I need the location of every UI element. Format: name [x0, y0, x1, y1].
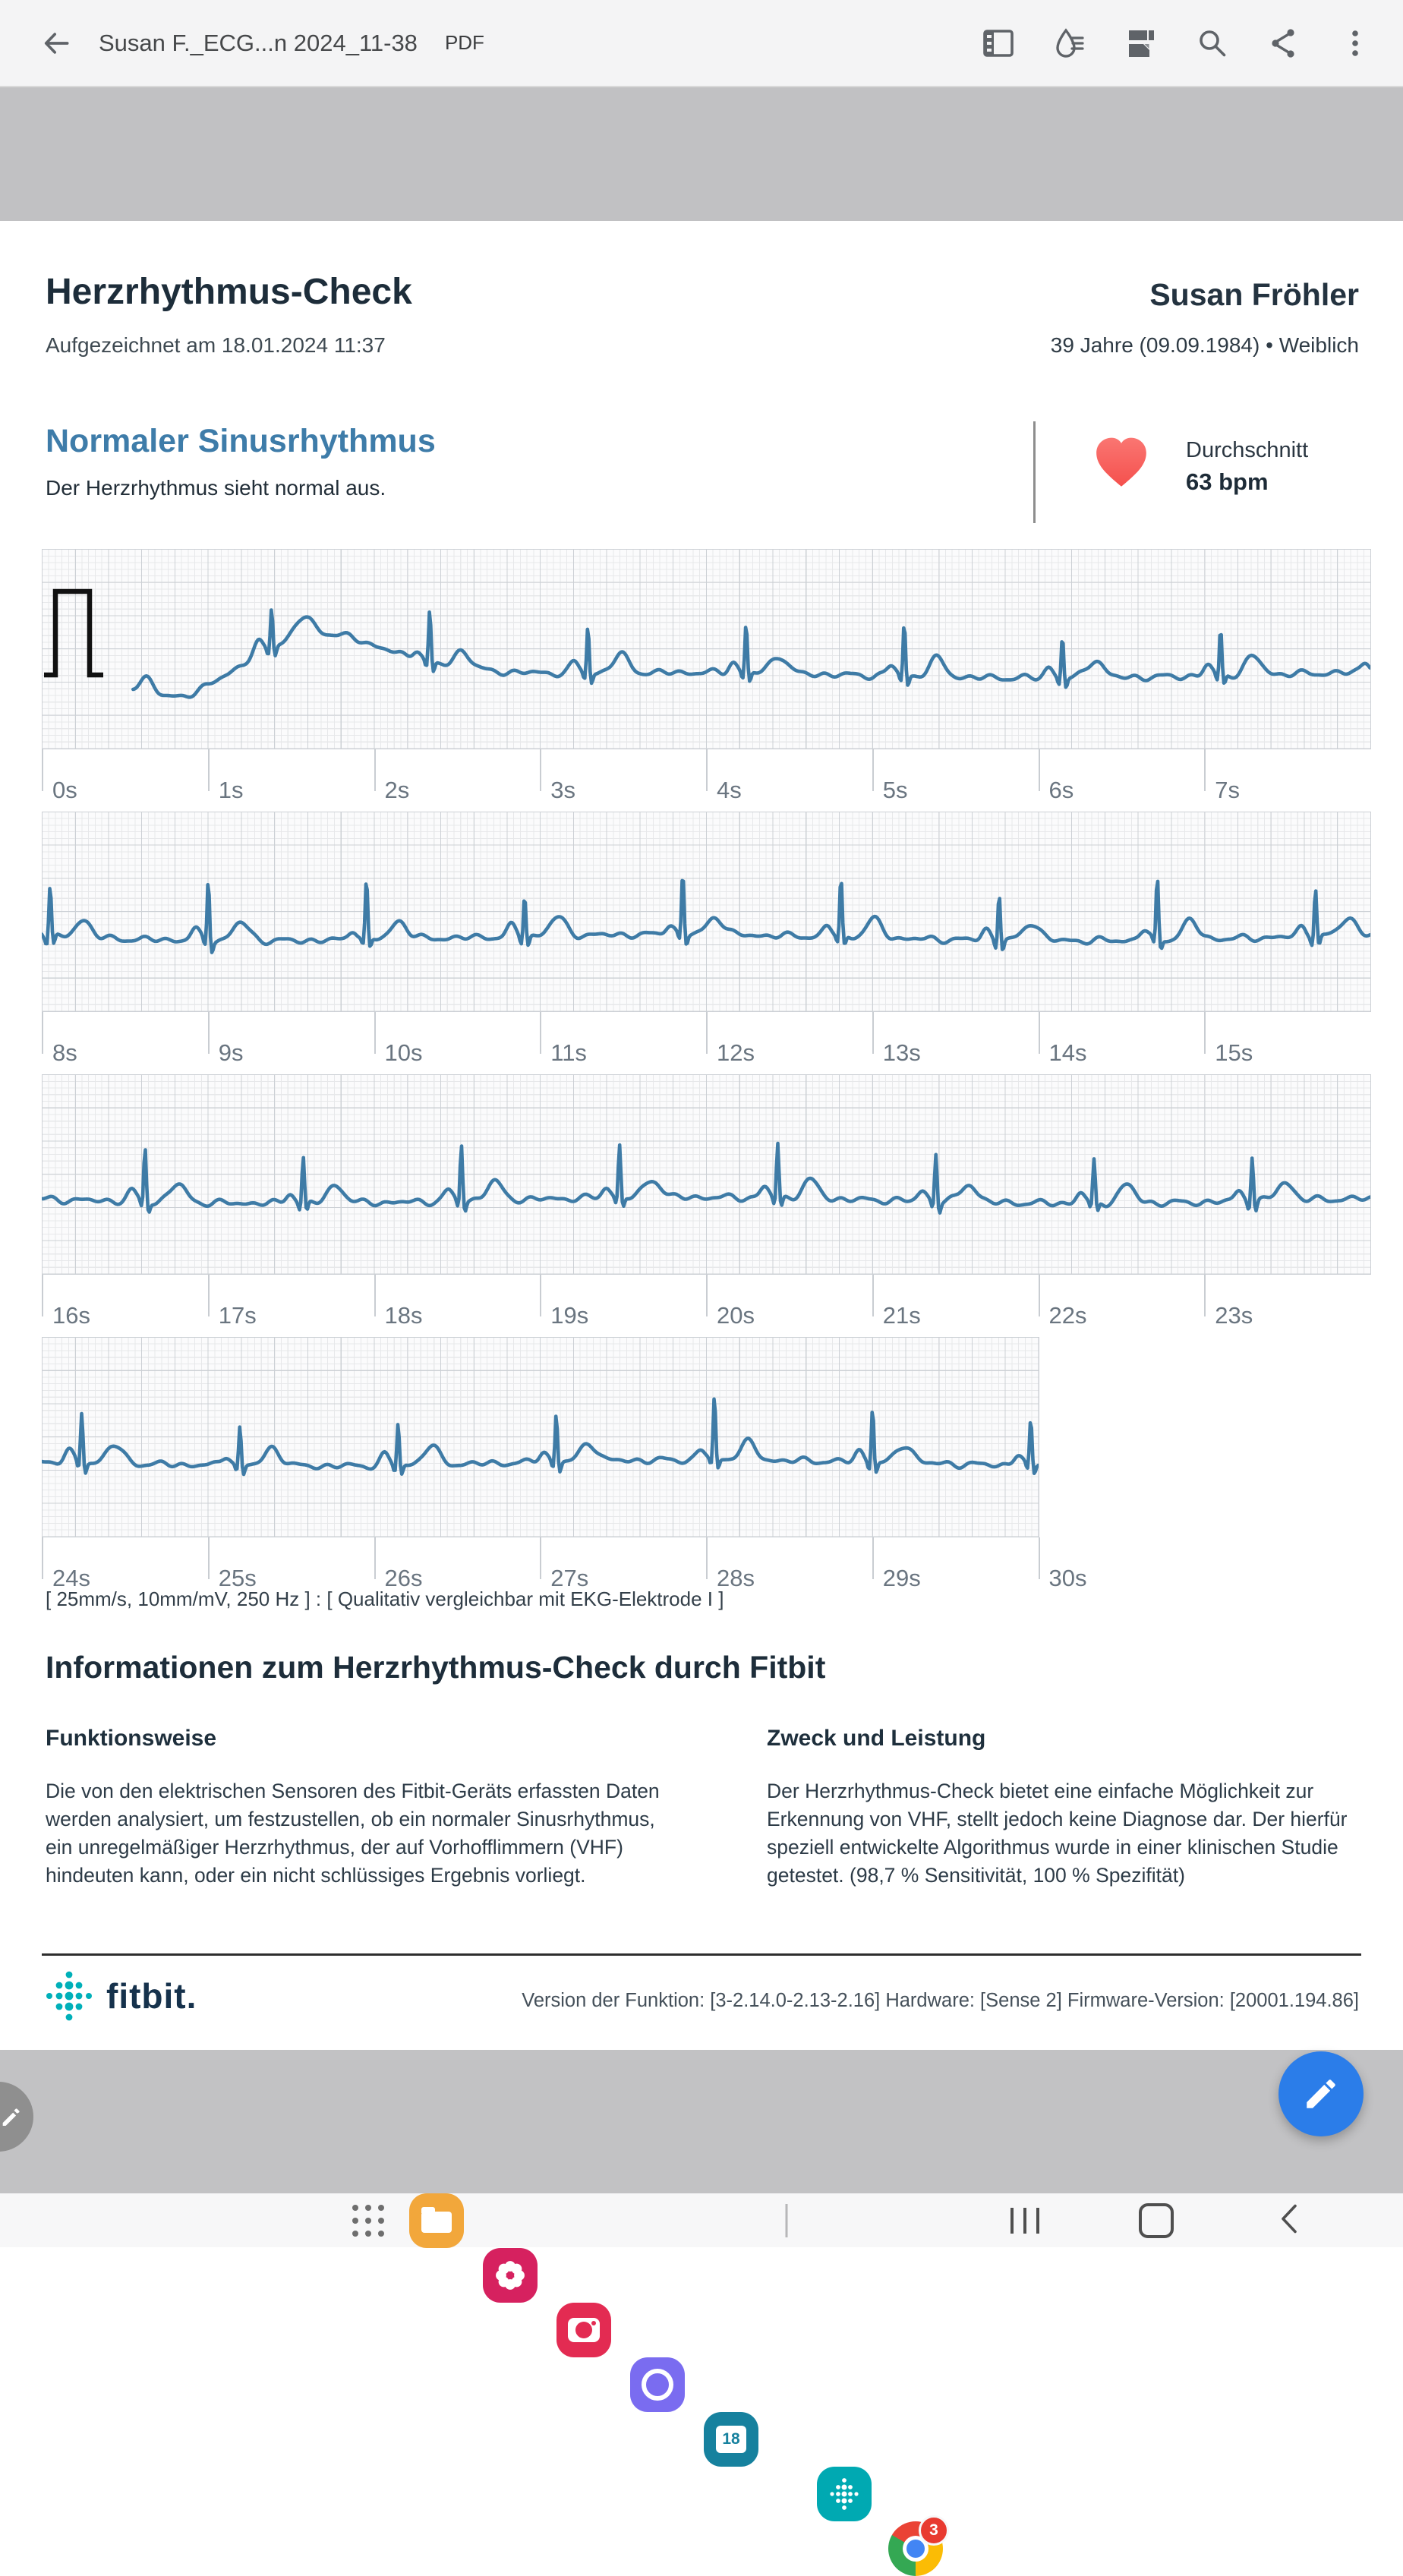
tick-mark	[374, 1012, 376, 1054]
tick-label: 20s	[717, 1302, 755, 1329]
share-icon[interactable]	[1266, 26, 1301, 61]
info-column-funktionsweise	[46, 1726, 661, 1890]
tick-label: 5s	[882, 777, 908, 803]
tick-mark	[1039, 1012, 1040, 1054]
tick-label: 11s	[550, 1039, 587, 1066]
tick-mark	[872, 1012, 874, 1054]
tick-mark	[1039, 1537, 1040, 1579]
ecg-strip	[42, 549, 1371, 812]
tick-label: 15s	[1215, 1039, 1253, 1066]
tick-mark	[540, 1537, 541, 1579]
ink-annotation-icon[interactable]	[1052, 26, 1087, 61]
tick-mark	[1204, 1275, 1206, 1316]
tick-mark	[872, 1275, 874, 1316]
tick-mark	[706, 749, 708, 791]
tick-label: 23s	[1215, 1302, 1253, 1329]
tick-label: 21s	[882, 1302, 921, 1329]
calendar-app-icon[interactable]	[704, 2412, 758, 2467]
ecg-scale-note: [ 25mm/s, 10mm/mV, 250 Hz ] : [ Qualitativ vergleichbar mit EKG-Elektrode I ]	[46, 1588, 724, 1610]
recents-button[interactable]	[1010, 2208, 1039, 2234]
ecg-chart	[42, 549, 1371, 1600]
pdf-type-label: PDF	[444, 31, 484, 54]
ecg-strip	[42, 1337, 1371, 1600]
tick-label: 3s	[550, 777, 575, 803]
ecg-trace	[133, 610, 1370, 698]
ecg-strip-grid	[42, 1337, 1039, 1537]
ecg-strip-grid	[42, 812, 1371, 1012]
tick-mark	[872, 749, 874, 791]
tick-mark	[706, 1275, 708, 1316]
firmware-version-text: Version der Funktion: [3-2.14.0-2.13-2.16] Hardware: [Sense 2] Firmware-Version: [20001.194.86]	[522, 1990, 1359, 2011]
tick-mark	[374, 1537, 376, 1579]
calendar-day: 18	[716, 2426, 746, 2453]
tick-label: 1s	[218, 777, 244, 803]
pdf-viewer-toolbar	[0, 0, 1403, 87]
tick-label: 6s	[1048, 777, 1074, 803]
navbar-divider	[786, 2204, 788, 2237]
tick-label: 13s	[882, 1039, 921, 1066]
fitbit-brand	[44, 1971, 197, 2021]
tick-mark	[1204, 1012, 1206, 1054]
back-arrow-icon[interactable]	[39, 27, 73, 60]
back-button[interactable]	[1278, 2202, 1300, 2239]
tick-mark	[42, 1537, 43, 1579]
fitbit-logo-icon	[44, 1971, 94, 2021]
info-column-title: Zweck und Leistung	[767, 1726, 986, 1751]
tick-mark	[208, 1537, 210, 1579]
viewer-background	[0, 87, 1403, 221]
report-title: Herzrhythmus-Check	[46, 272, 412, 312]
tick-mark	[208, 1012, 210, 1054]
viewer-background-bottom	[0, 2050, 1403, 2193]
tick-label: 30s	[1048, 1565, 1087, 1591]
tick-label: 8s	[52, 1039, 77, 1066]
internet-app-icon[interactable]	[630, 2357, 685, 2412]
fitbit-app-icon[interactable]	[817, 2467, 872, 2521]
tick-mark	[374, 749, 376, 791]
tick-mark	[42, 1275, 43, 1316]
patient-meta: 39 Jahre (09.09.1984) • Weiblich	[1050, 333, 1359, 357]
tick-label: 22s	[1048, 1302, 1087, 1329]
tick-label: 7s	[1215, 777, 1240, 803]
search-icon[interactable]	[1195, 26, 1230, 61]
info-column-zweck	[767, 1726, 1367, 1890]
tick-row	[42, 1012, 1370, 1074]
thumbnail-panel-icon[interactable]	[981, 26, 1016, 61]
tick-label: 24s	[52, 1565, 90, 1591]
system-navbar	[0, 2193, 1403, 2539]
tick-mark	[42, 1012, 43, 1054]
info-heading: Informationen zum Herzrhythmus-Check durch Fitbit	[46, 1650, 826, 1685]
tick-mark	[1039, 749, 1040, 791]
tick-label: 0s	[52, 777, 77, 803]
result-subtitle: Der Herzrhythmus sieht normal aus.	[46, 476, 386, 500]
pdf-page	[0, 221, 1403, 2050]
tick-mark	[872, 1537, 874, 1579]
tick-label: 27s	[550, 1565, 589, 1591]
camera-app-icon[interactable]	[556, 2303, 611, 2357]
page-layout-icon[interactable]	[1124, 26, 1159, 61]
ecg-strip	[42, 1074, 1371, 1337]
tick-label: 14s	[1048, 1039, 1087, 1066]
tick-mark	[208, 1275, 210, 1316]
tick-label: 9s	[218, 1039, 244, 1066]
tick-label: 18s	[384, 1302, 423, 1329]
edit-fab-button[interactable]	[1278, 2051, 1364, 2136]
app-drawer-icon[interactable]	[352, 2205, 384, 2237]
tick-label: 16s	[52, 1302, 90, 1329]
ecg-trace	[42, 881, 1370, 953]
info-column-body: Die von den elektrischen Sensoren des Fitbit-Geräts erfassten Daten werden analysiert, um festzustellen, ob ein normaler Sinusrhythmus, ein unregelmäßiger Herzrhythmus, der auf Vorhofflimmern (VHF) hindeuten kann, oder ein nicht schlüssiges Ergebnis vorliegt.	[46, 1780, 660, 1887]
tick-label: 12s	[717, 1039, 755, 1066]
my-files-app-icon[interactable]	[409, 2193, 464, 2248]
footer-divider	[42, 1953, 1361, 1956]
tick-mark	[540, 749, 541, 791]
tick-mark	[1204, 749, 1206, 791]
heart-icon	[1092, 434, 1151, 493]
tick-mark	[540, 1012, 541, 1054]
average-bpm-value: 63 bpm	[1186, 468, 1269, 495]
average-label: Durchschnitt	[1186, 438, 1309, 462]
tick-mark	[706, 1537, 708, 1579]
tick-mark	[540, 1275, 541, 1316]
info-column-body: Der Herzrhythmus-Check bietet eine einfache Möglichkeit zur Erkennung von VHF, stellt jedoch keine Diagnose dar. Der hierfür speziell entwickelte Algorithmus wurde in einer klinischen Studie getestet. (98,7 % Sensitivität, 100 % Spezifität)	[767, 1780, 1348, 1887]
ecg-trace	[42, 1399, 1039, 1474]
home-button[interactable]	[1139, 2203, 1174, 2238]
ecg-strip-grid	[42, 549, 1371, 749]
tick-mark	[1039, 1275, 1040, 1316]
ecg-strip-grid	[42, 1074, 1371, 1275]
overflow-menu-icon[interactable]	[1338, 26, 1373, 61]
tick-label: 17s	[218, 1302, 257, 1329]
tick-mark	[42, 749, 43, 791]
tick-label: 28s	[717, 1565, 755, 1591]
info-column-title: Funktionsweise	[46, 1726, 217, 1751]
tick-row	[42, 749, 1370, 812]
tick-mark	[208, 749, 210, 791]
ecg-strip	[42, 812, 1371, 1074]
tick-mark	[374, 1275, 376, 1316]
tick-label: 4s	[717, 777, 742, 803]
fitbit-wordmark: fitbit.	[106, 1976, 197, 2016]
recorded-timestamp: Aufgezeichnet am 18.01.2024 11:37	[46, 333, 386, 357]
calibration-pulse	[44, 591, 103, 675]
chrome-app-icon[interactable]	[888, 2521, 943, 2576]
tick-label: 19s	[550, 1302, 589, 1329]
tick-label: 26s	[384, 1565, 423, 1591]
tick-label: 2s	[384, 777, 410, 803]
gallery-app-icon[interactable]	[483, 2248, 538, 2303]
patient-name: Susan Fröhler	[1149, 277, 1359, 312]
vertical-divider	[1033, 421, 1036, 523]
notification-badge: 3	[919, 2515, 949, 2546]
result-title: Normaler Sinusrhythmus	[46, 423, 436, 459]
tick-label: 25s	[218, 1565, 257, 1591]
tick-label: 10s	[384, 1039, 423, 1066]
document-title: Susan F._ECG...n 2024_11-38	[99, 29, 418, 56]
tick-row	[42, 1275, 1370, 1337]
tick-label: 29s	[882, 1565, 921, 1591]
tick-mark	[706, 1012, 708, 1054]
ecg-trace	[42, 1143, 1370, 1213]
